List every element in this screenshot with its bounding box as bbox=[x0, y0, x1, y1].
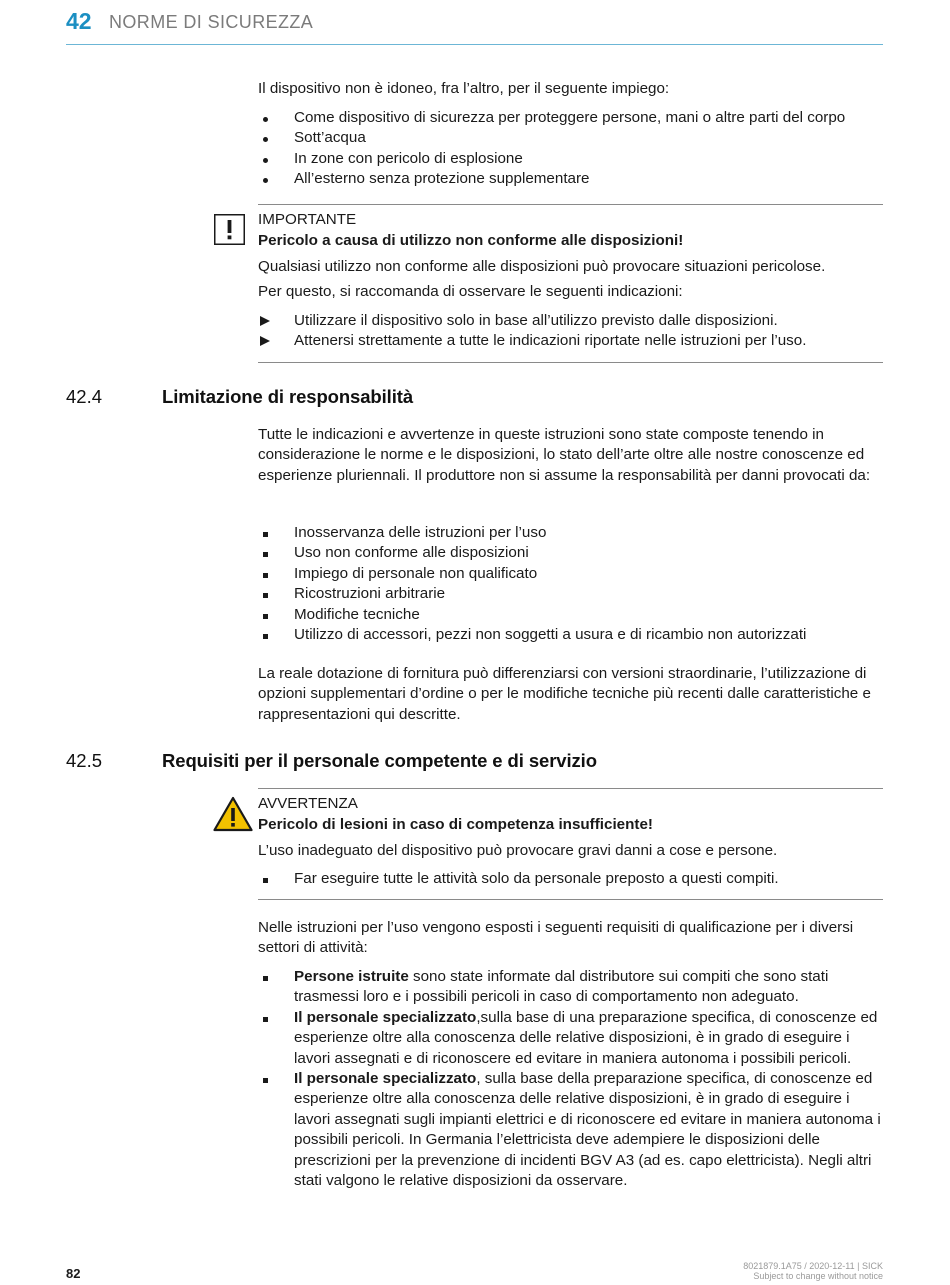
list-item: All’esterno senza protezione supplementare bbox=[258, 169, 884, 189]
warning-top-rule bbox=[258, 788, 883, 789]
warning-actions bbox=[258, 869, 884, 889]
doc-reference: 8021879.1A75 / 2020-12-11 | SICK bbox=[743, 1261, 883, 1271]
chapter-number: 42 bbox=[66, 8, 92, 34]
chapter-title: NORME DI SICUREZZA bbox=[109, 12, 314, 32]
page-number: 82 bbox=[66, 1266, 81, 1281]
warning-text: L’uso inadeguato del dispositivo può provocare gravi danni a cose e persone. bbox=[258, 842, 778, 859]
disclaimer: Subject to change without notice bbox=[753, 1271, 883, 1281]
notice-bottom-rule bbox=[258, 362, 883, 363]
intro-text: Il dispositivo non è idoneo, fra l’altro, per il seguente impiego: bbox=[258, 80, 670, 97]
warning-triangle-icon bbox=[213, 796, 253, 832]
list-item: In zone con pericolo di esplosione bbox=[258, 149, 884, 169]
section-number: 42.4 bbox=[66, 386, 103, 407]
list-item: Ricostruzioni arbitrarie bbox=[258, 584, 884, 604]
section-title: Limitazione di responsabilità bbox=[162, 386, 414, 407]
warning-bottom-rule bbox=[258, 899, 883, 900]
action-item: Utilizzare il dispositivo solo in base all’utilizzo previsto dalle disposizioni. bbox=[258, 311, 884, 331]
section-title: Requisiti per il personale competente e di servizio bbox=[162, 750, 597, 771]
notice-top-rule bbox=[258, 204, 883, 205]
qualification-item bbox=[258, 967, 884, 1008]
notice-text: Qualsiasi utilizzo non conforme alle disposizioni può provocare situazioni pericolose. bbox=[258, 258, 826, 275]
notice-label: IMPORTANTE bbox=[258, 211, 357, 228]
notice-title: Pericolo a causa di utilizzo non conforme alle disposizioni! bbox=[258, 232, 684, 249]
qualification-list bbox=[258, 967, 884, 1191]
list-item: Uso non conforme alle disposizioni bbox=[258, 543, 884, 563]
section-paragraph: Nelle istruzioni per l’uso vengono esposti i seguenti requisiti di qualificazione per i diversi settori di attività: bbox=[258, 919, 854, 957]
footer-meta bbox=[743, 1261, 883, 1281]
list-item: Impiego di personale non qualificato bbox=[258, 564, 884, 584]
qualification-item bbox=[258, 1069, 884, 1191]
list-item: Utilizzo di accessori, pezzi non soggetti a usura e di ricambio non autorizzati bbox=[258, 625, 884, 645]
qualification-item bbox=[258, 1008, 884, 1069]
warning-label: AVVERTENZA bbox=[258, 795, 358, 812]
list-item: Come dispositivo di sicurezza per proteggere persone, mani o altre parti del corpo bbox=[258, 108, 884, 128]
list-item: Modifiche tecniche bbox=[258, 605, 884, 625]
list-item: Sott’acqua bbox=[258, 128, 884, 148]
header-rule bbox=[66, 44, 883, 45]
section-paragraph: La reale dotazione di fornitura può differenziarsi con versioni straordinarie, l’utilizzazione di opzioni supplementari d’ordine o per le modifiche tecniche più recenti dalle caratteristiche e rappresentazioni qui descritte. bbox=[258, 665, 871, 723]
qualification-term: Il personale specializzato bbox=[294, 1070, 477, 1088]
qualification-text: sono state informate dal distributore sui compiti che sono stati trasmessi loro e i possibili pericoli in caso di comportamento non adeguato. bbox=[294, 968, 829, 1006]
exclamation-icon bbox=[214, 214, 245, 245]
warning-title: Pericolo di lesioni in caso di competenza insufficiente! bbox=[258, 816, 653, 833]
qualification-text: ,sulla base di una preparazione specifica, di conoscenze ed esperienze oltre alla conoscenza delle relative disposizioni, è in grado di eseguire i lavori assegnati e di riconoscere ed evitare in maniera autonoma i possibili pericoli. bbox=[294, 1008, 878, 1067]
notice-actions bbox=[258, 311, 884, 352]
notice-text: Per questo, si raccomanda di osservare le seguenti indicazioni: bbox=[258, 283, 683, 300]
qualification-text: , sulla base della preparazione specifica, di conoscenze ed esperienze oltre alla conoscenza delle relative disposizioni, è in grado di eseguire i lavori assegnati sugli impianti elettrici e di riconoscere ed evitare in maniera autonoma i possibili pericoli. In Germania l’elettricista deve adempiere le disposizioni delle prescrizioni per la prevenzione di incidenti BGV A3 (ad es. capo elettricista). Negli altri stati valgono le relative disposizioni da osservare. bbox=[294, 1070, 881, 1190]
qualification-term: Persone istruite bbox=[294, 968, 409, 985]
section-number: 42.5 bbox=[66, 750, 103, 771]
liability-list bbox=[258, 523, 884, 645]
action-item: Attenersi strettamente a tutte le indicazioni riportate nelle istruzioni per l’uso. bbox=[258, 331, 884, 351]
intro-list bbox=[258, 108, 884, 190]
qualification-term: Il personale specializzato bbox=[294, 1008, 477, 1026]
action-item: Far eseguire tutte le attività solo da personale preposto a questi compiti. bbox=[258, 869, 884, 889]
section-paragraph: Tutte le indicazioni e avvertenze in queste istruzioni sono state composte tenendo in considerazione le norme e le disposizioni, lo stato dell’arte oltre alle nostre conoscenze ed esperienze pluriennali. Il produttore non si assume la responsabilità per danni provocati da: bbox=[258, 426, 871, 484]
list-item: Inosservanza delle istruzioni per l’uso bbox=[258, 523, 884, 543]
